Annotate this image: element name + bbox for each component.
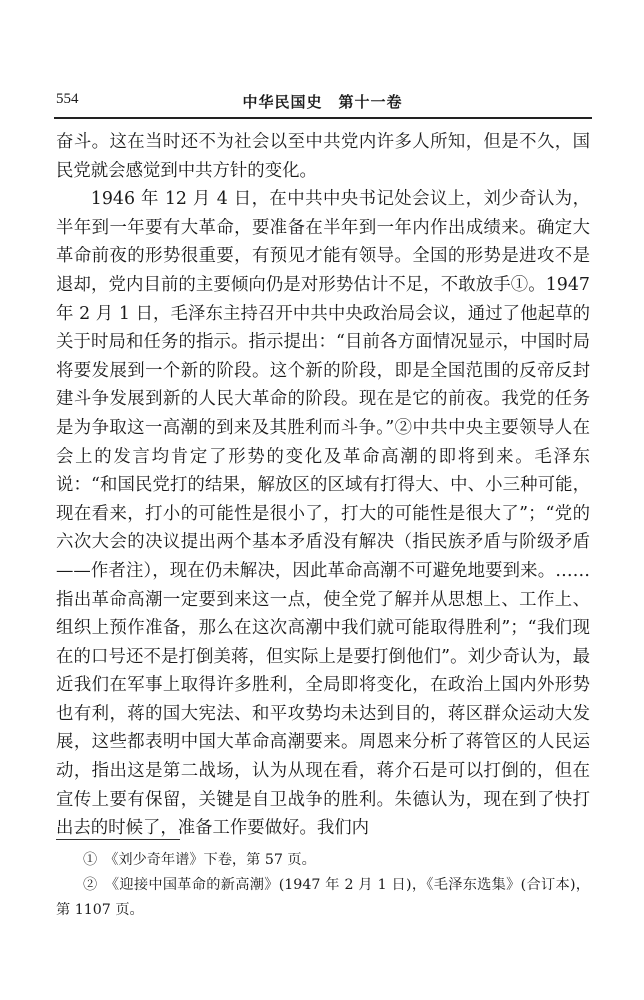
running-title: 中华民国史 第十一卷 bbox=[242, 93, 403, 111]
paragraph: 1946 年 12 月 4 日，在中共中央书记处会议上，刘少奇认为，半年到一年要有大革命，要准备在半年到一年内作出成绩来。确定大革命前夜的形势很重要，有预见才能有领导。全国的形势是进攻不是退却，党内目前的主要倾向仍是对形势估计不足，不敢放手①。1947 年 2 月 1 日，毛泽东主持召开中共中央政治局会议，通过了他起草的关于时局和任务的指示。指示提出：“目前各方面情况显示，中国时局将要发展到一个新的阶段。这个新的阶段，即是全国范围的反帝反封建斗争发展到新的人民大革命的阶段。现在是它的前夜。我党的任务是为争取这一高潮的到来及其胜利而斗争。”②中共中央主要领导人在会上的发言均肯定了形势的变化及革命高潮的即将到来。毛泽东说：“和国民党打的结果，解放区的区域有打得大、中、小三种可能，现在看来，打小的可能性是很小了，打大的可能性是很大了”；“党的六次大会的决议提出两个基本矛盾没有解决（指民族矛盾与阶级矛盾——作者注），现在仍未解决，因此革命高潮不可避免地要到来。……指出革命高潮一定要到来这一点，使全党了解并从思想上、工作上、组织上预作准备，那么在这次高潮中我们就可能取得胜利”；“我们现在的口号还不是打倒美蒋，但实际上是要打倒他们”。刘少奇认为，最近我们在军事上取得许多胜利，全局即将变化，在政治上国内外形势也有利，蒋的国大宪法、和平攻势均未达到目的，蒋区群众运动大发展，这些都表明中国大革命高潮要来。周恩来分析了蒋管区的人民运动，指出这是第二战场，认为从现在看，蒋介石是可以打倒的，但在宣传上要有保留，关键是自卫战争的胜利。朱德认为，现在到了快打出去的时候了，准备工作要做好。我们内 bbox=[56, 189, 590, 839]
footnote-1: ① 《刘少奇年谱》下卷，第 57 页。 bbox=[82, 852, 316, 868]
footnotes bbox=[56, 848, 590, 923]
footnote-rule bbox=[56, 839, 180, 840]
paragraph-continuation: 奋斗。这在当时还不为社会以至中共党内许多人所知，但是不久，国民党就会感觉到中共方针的变化。 bbox=[56, 132, 590, 181]
body-text bbox=[56, 128, 590, 843]
footnote-2: ② 《迎接中国革命的新高潮》(1947 年 2 月 1 日)，《毛泽东选集》(合订本)，第 1107 页。 bbox=[56, 877, 590, 918]
page-header bbox=[56, 91, 589, 115]
header-rule bbox=[54, 117, 592, 119]
page-number: 554 bbox=[56, 91, 79, 107]
